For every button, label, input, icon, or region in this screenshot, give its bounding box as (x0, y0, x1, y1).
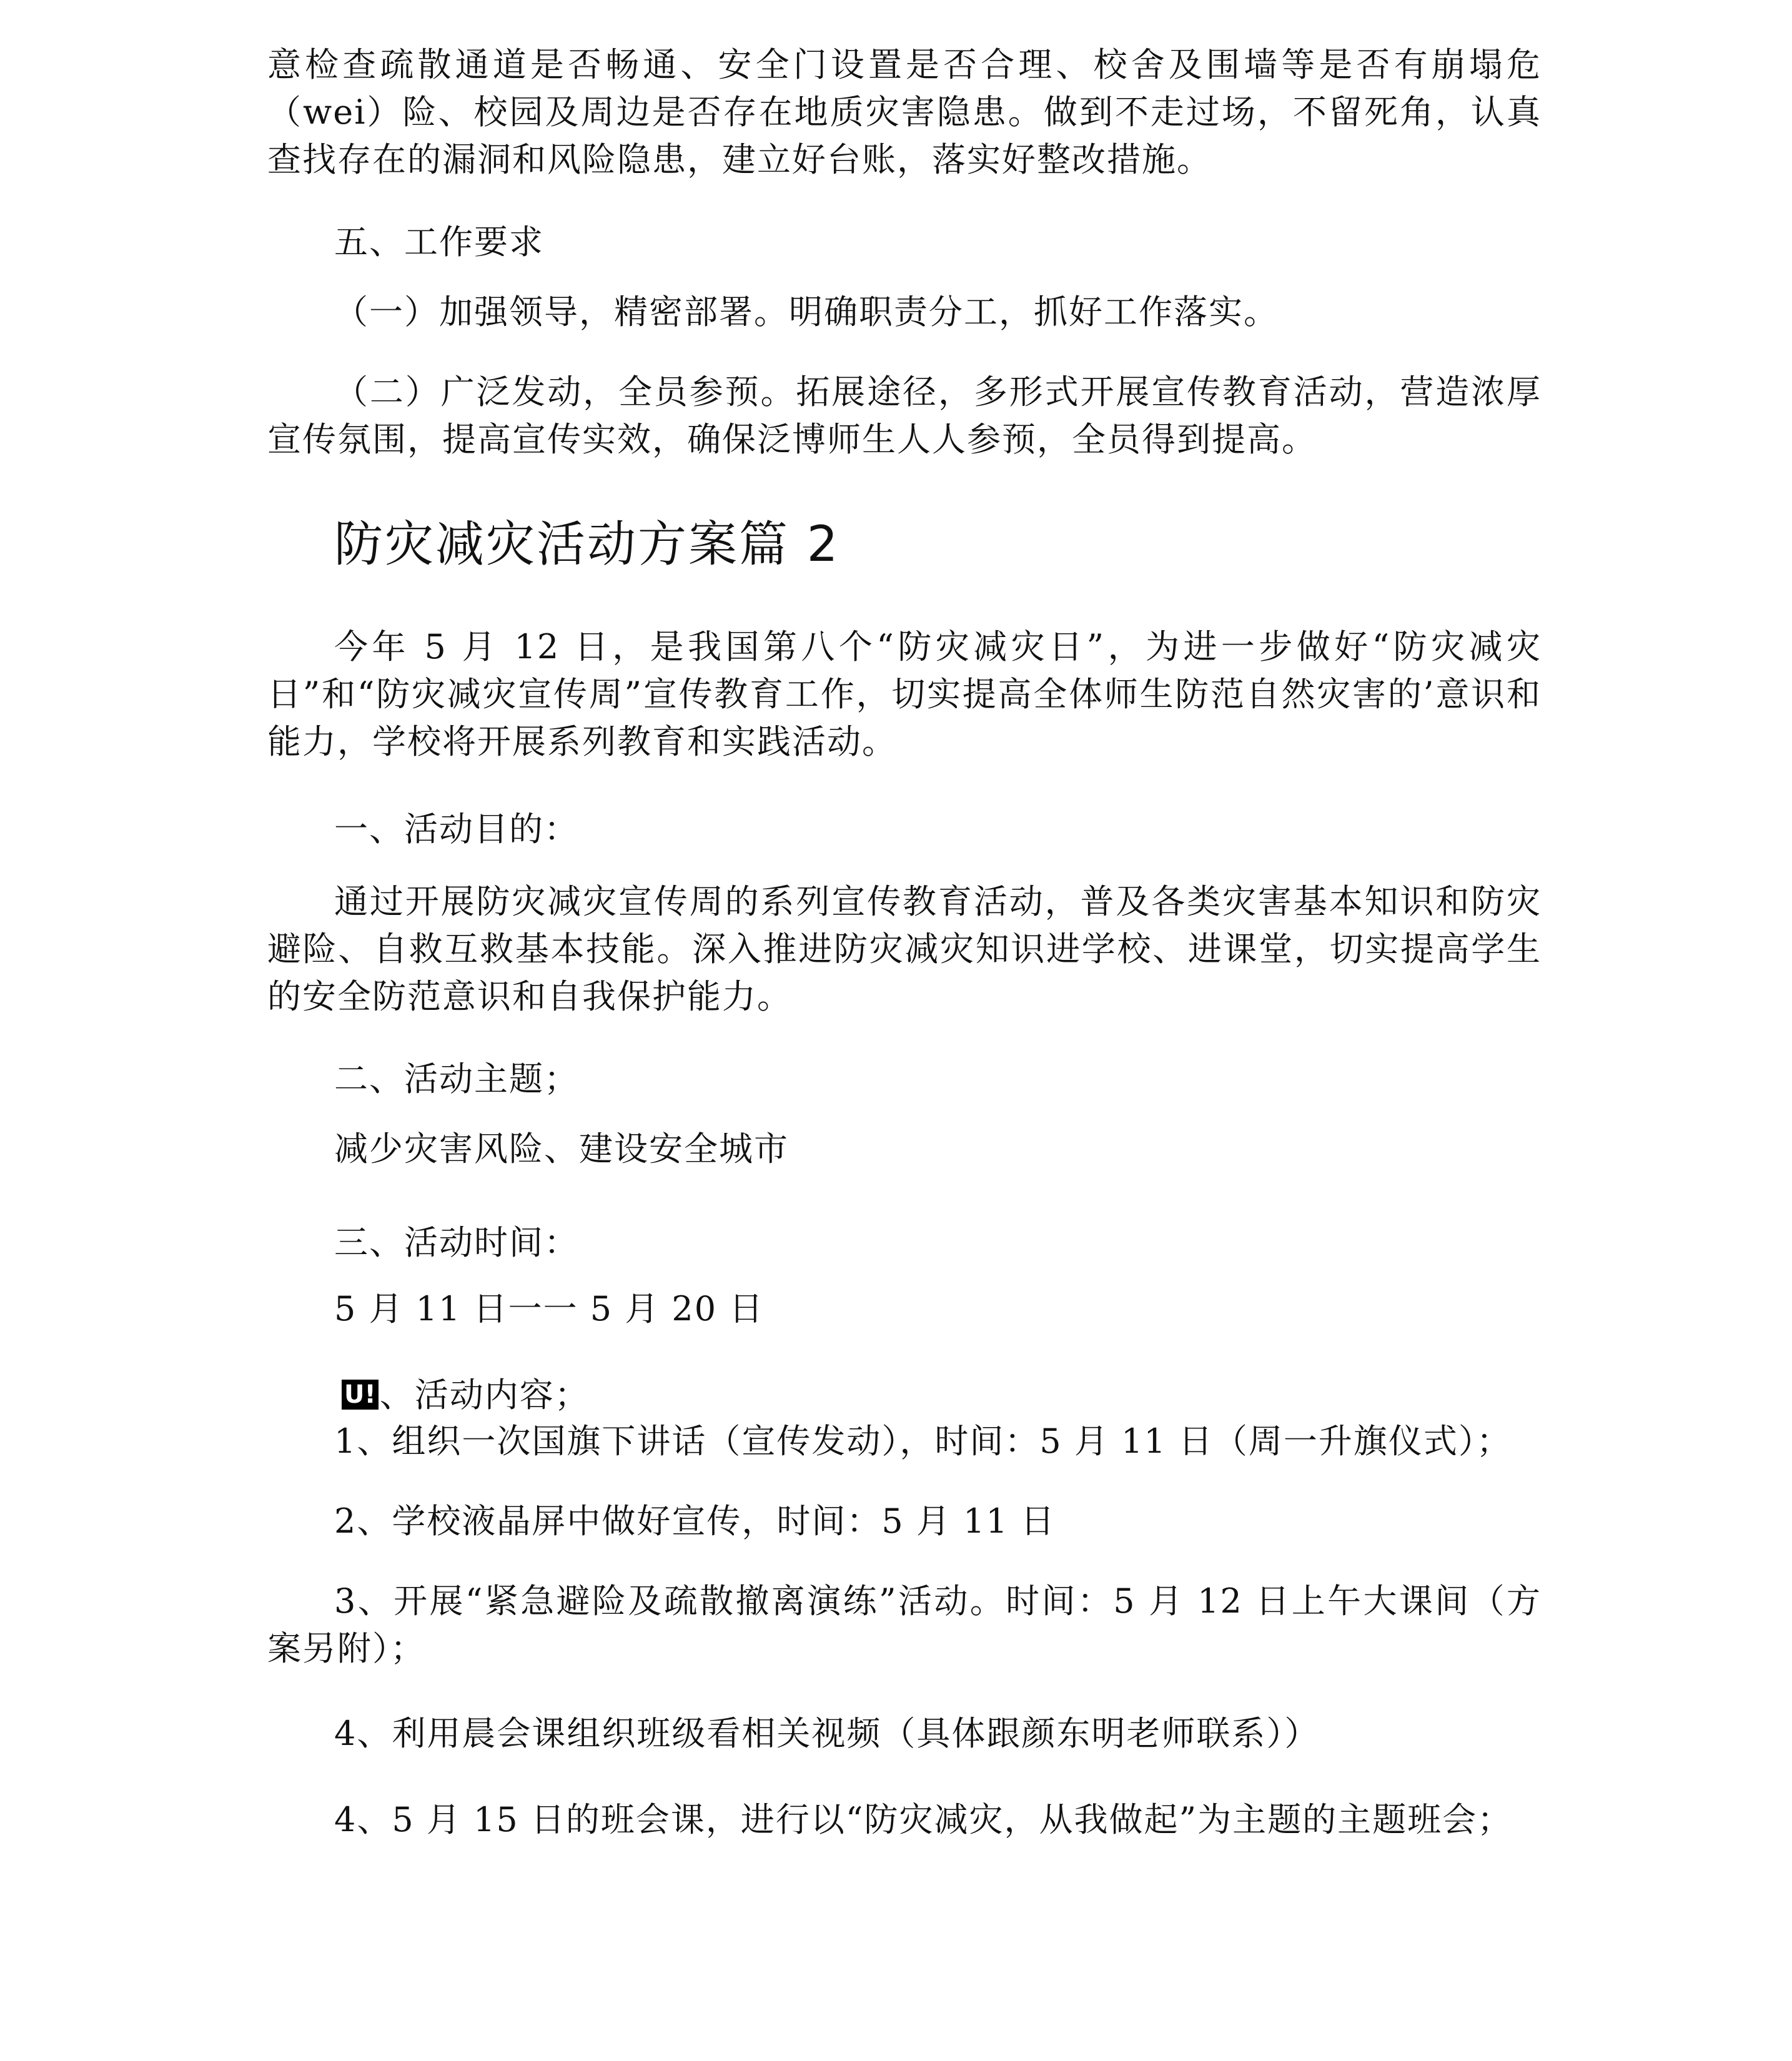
paragraph-plan-2-intro: 今年 5 月 12 日，是我国第八个“防灾减灾日”，为进一步做好“防灾减灾日”和“防灾减灾宣传周”宣传教育工作，切实提高全体师生防范自然灾害的’意识和能力，学校将开展系列教育和实践活动。 (267, 627, 1542, 761)
heading-plan-2: 防灾减灾活动方案篇 2 (334, 516, 840, 573)
paragraph-time: 5 月 11 日一一 5 月 20 日 (334, 1289, 765, 1328)
section-title-content (334, 1372, 1540, 1419)
paragraph-theme: 减少灾害风险、建设安全城市 (334, 1129, 789, 1169)
content-item-5: 4、5 月 15 日的班会课，进行以“防灾减灾，从我做起”为主题的主题班会； (334, 1800, 1513, 1839)
paragraph-purpose: 通过开展防灾减灾宣传周的系列宣传教育活动，普及各类灾害基本知识和防灾避险、自救互救基本技能。深入推进防灾减灾知识进学校、进课堂，切实提高学生的安全防范意识和自我保护能力。 (267, 882, 1542, 1016)
section-title-purpose: 一、活动目的： (334, 809, 579, 849)
content-item-2: 2、学校液晶屏中做好宣传，时间：5 月 11 日 (334, 1501, 1056, 1541)
section-number-marker: U! (342, 1380, 379, 1410)
section-title-theme: 二、活动主题； (334, 1059, 579, 1099)
requirement-1: （一）加强领导，精密部署。明确职责分工，抓好工作落实。 (334, 292, 1279, 332)
section-title-work-requirements: 五、工作要求 (334, 222, 544, 262)
section-title-time: 三、活动时间： (334, 1223, 579, 1262)
section-title-content-text: 、活动内容； (379, 1375, 590, 1415)
requirement-2: （二）广泛发动，全员参预。拓展途径，多形式开展宣传教育活动，营造浓厚宣传氛围，提高宣传实效，确保泛博师生人人参预，全员得到提高。 (267, 372, 1542, 459)
paragraph-safety-inspection: 意检查疏散通道是否畅通、安全门设置是否合理、校舍及围墙等是否有崩塌危（wei）险、校园及周边是否存在地质灾害隐患。做到不走过场，不留死角，认真查找存在的漏洞和风险隐患，建立好台账，落实好整改措施。 (267, 45, 1542, 179)
content-item-4: 4、利用晨会课组织班级看相关视频（具体跟颜东明老师联系）） (334, 1714, 1320, 1753)
content-item-3: 3、开展“紧急避险及疏散撤离演练”活动。时间：5 月 12 日上午大课间（方案另附）； (267, 1581, 1542, 1668)
content-item-1: 1、组织一次国旗下讲话（宣传发动），时间：5 月 11 日（周一升旗仪式）； (334, 1421, 1512, 1461)
